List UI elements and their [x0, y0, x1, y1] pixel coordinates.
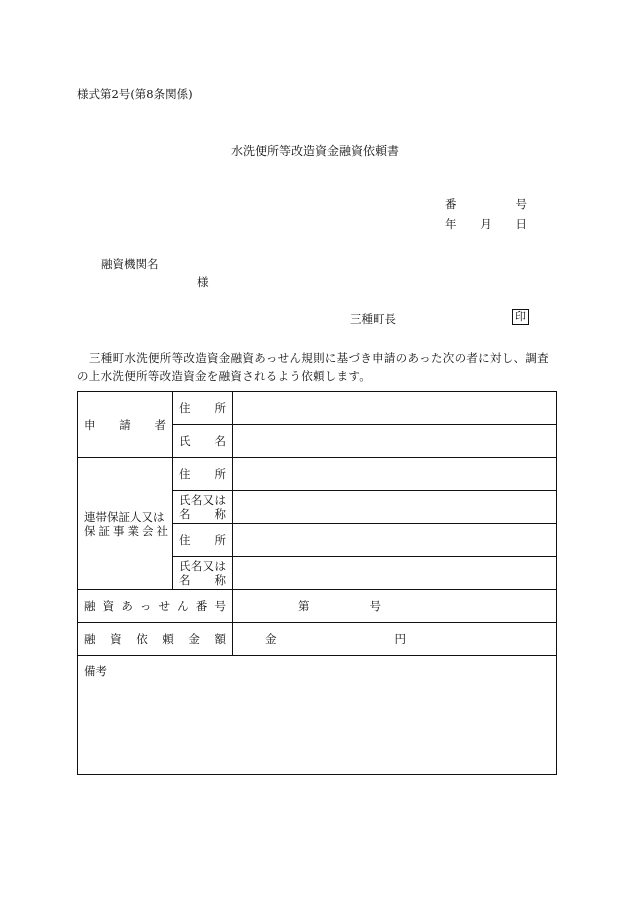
guarantor-label-line1: 連帯保証人又は — [84, 509, 165, 524]
guarantor1-name-label-cell — [173, 491, 233, 524]
applicant-name-label: 氏 名 — [179, 434, 226, 448]
guarantor2-name-label-cell — [173, 557, 233, 590]
number-suffix: 号 — [515, 197, 527, 211]
year-label: 年 — [445, 217, 457, 231]
guarantor2-name-label-line1: 氏名又は — [179, 559, 226, 573]
guarantor1-address-label-cell — [173, 458, 233, 491]
request-form-table — [77, 391, 557, 775]
date-row — [445, 216, 527, 232]
loan-amount-label: 融資依頼金額 — [84, 632, 226, 646]
loan-amount-suffix: 円 — [394, 632, 406, 646]
loan-number-label: 融資あっせん番号 — [84, 599, 226, 613]
document-title: 水洗便所等改造資金融資依頼書 — [230, 144, 399, 158]
guarantor1-name-field[interactable] — [233, 491, 557, 524]
notes-field[interactable] — [78, 656, 557, 775]
guarantor-label-cell — [78, 458, 173, 590]
loan-number-label-cell — [78, 590, 233, 623]
request-body-text: 三種町水洗便所等改造資金融資あっせん規則に基づき申請のあった次の者に対し、調査の上水洗便所等改造資金を融資されるよう依頼します。 — [77, 351, 549, 383]
applicant-name-field[interactable] — [233, 425, 557, 458]
applicant-label: 申 請 者 — [84, 417, 166, 432]
loan-amount-label-cell — [78, 623, 233, 656]
applicant-name-label-cell — [173, 425, 233, 458]
number-label: 番 — [445, 197, 457, 211]
month-label: 月 — [480, 217, 492, 231]
loan-amount-value — [239, 632, 550, 646]
lender-name-label: 融資機関名 — [101, 257, 159, 271]
applicant-address-label-cell — [173, 392, 233, 425]
form-number-label: 様式第2号(第8条関係) — [77, 87, 193, 101]
guarantor1-name-label-line2: 名 称 — [179, 507, 226, 521]
loan-number-prefix: 第 — [298, 599, 310, 613]
mayor-label: 三種町長 — [350, 312, 396, 326]
honorific-label: 様 — [197, 275, 209, 289]
guarantor2-name-field[interactable] — [233, 557, 557, 590]
seal-mark: 印 — [512, 309, 529, 325]
loan-amount-field[interactable] — [233, 623, 557, 656]
day-label: 日 — [515, 217, 527, 231]
guarantor2-name-label-line2: 名 称 — [179, 573, 226, 587]
applicant-address-label: 住 所 — [179, 401, 226, 415]
loan-amount-prefix: 金 — [265, 632, 277, 646]
guarantor-label-line2: 保証事業会社 — [84, 523, 168, 538]
guarantor2-address-label-cell — [173, 524, 233, 557]
loan-number-suffix: 号 — [369, 599, 381, 613]
guarantor1-address-label: 住 所 — [179, 467, 226, 481]
guarantor2-address-field[interactable] — [233, 524, 557, 557]
applicant-label-cell — [78, 392, 173, 458]
loan-number-field[interactable] — [233, 590, 557, 623]
reference-number-row — [445, 196, 527, 212]
guarantor1-address-field[interactable] — [233, 458, 557, 491]
guarantor1-name-label-line1: 氏名又は — [179, 493, 226, 507]
notes-label: 備考 — [84, 664, 107, 678]
guarantor2-address-label: 住 所 — [179, 533, 226, 547]
applicant-address-field[interactable] — [233, 392, 557, 425]
loan-number-value — [239, 599, 550, 613]
